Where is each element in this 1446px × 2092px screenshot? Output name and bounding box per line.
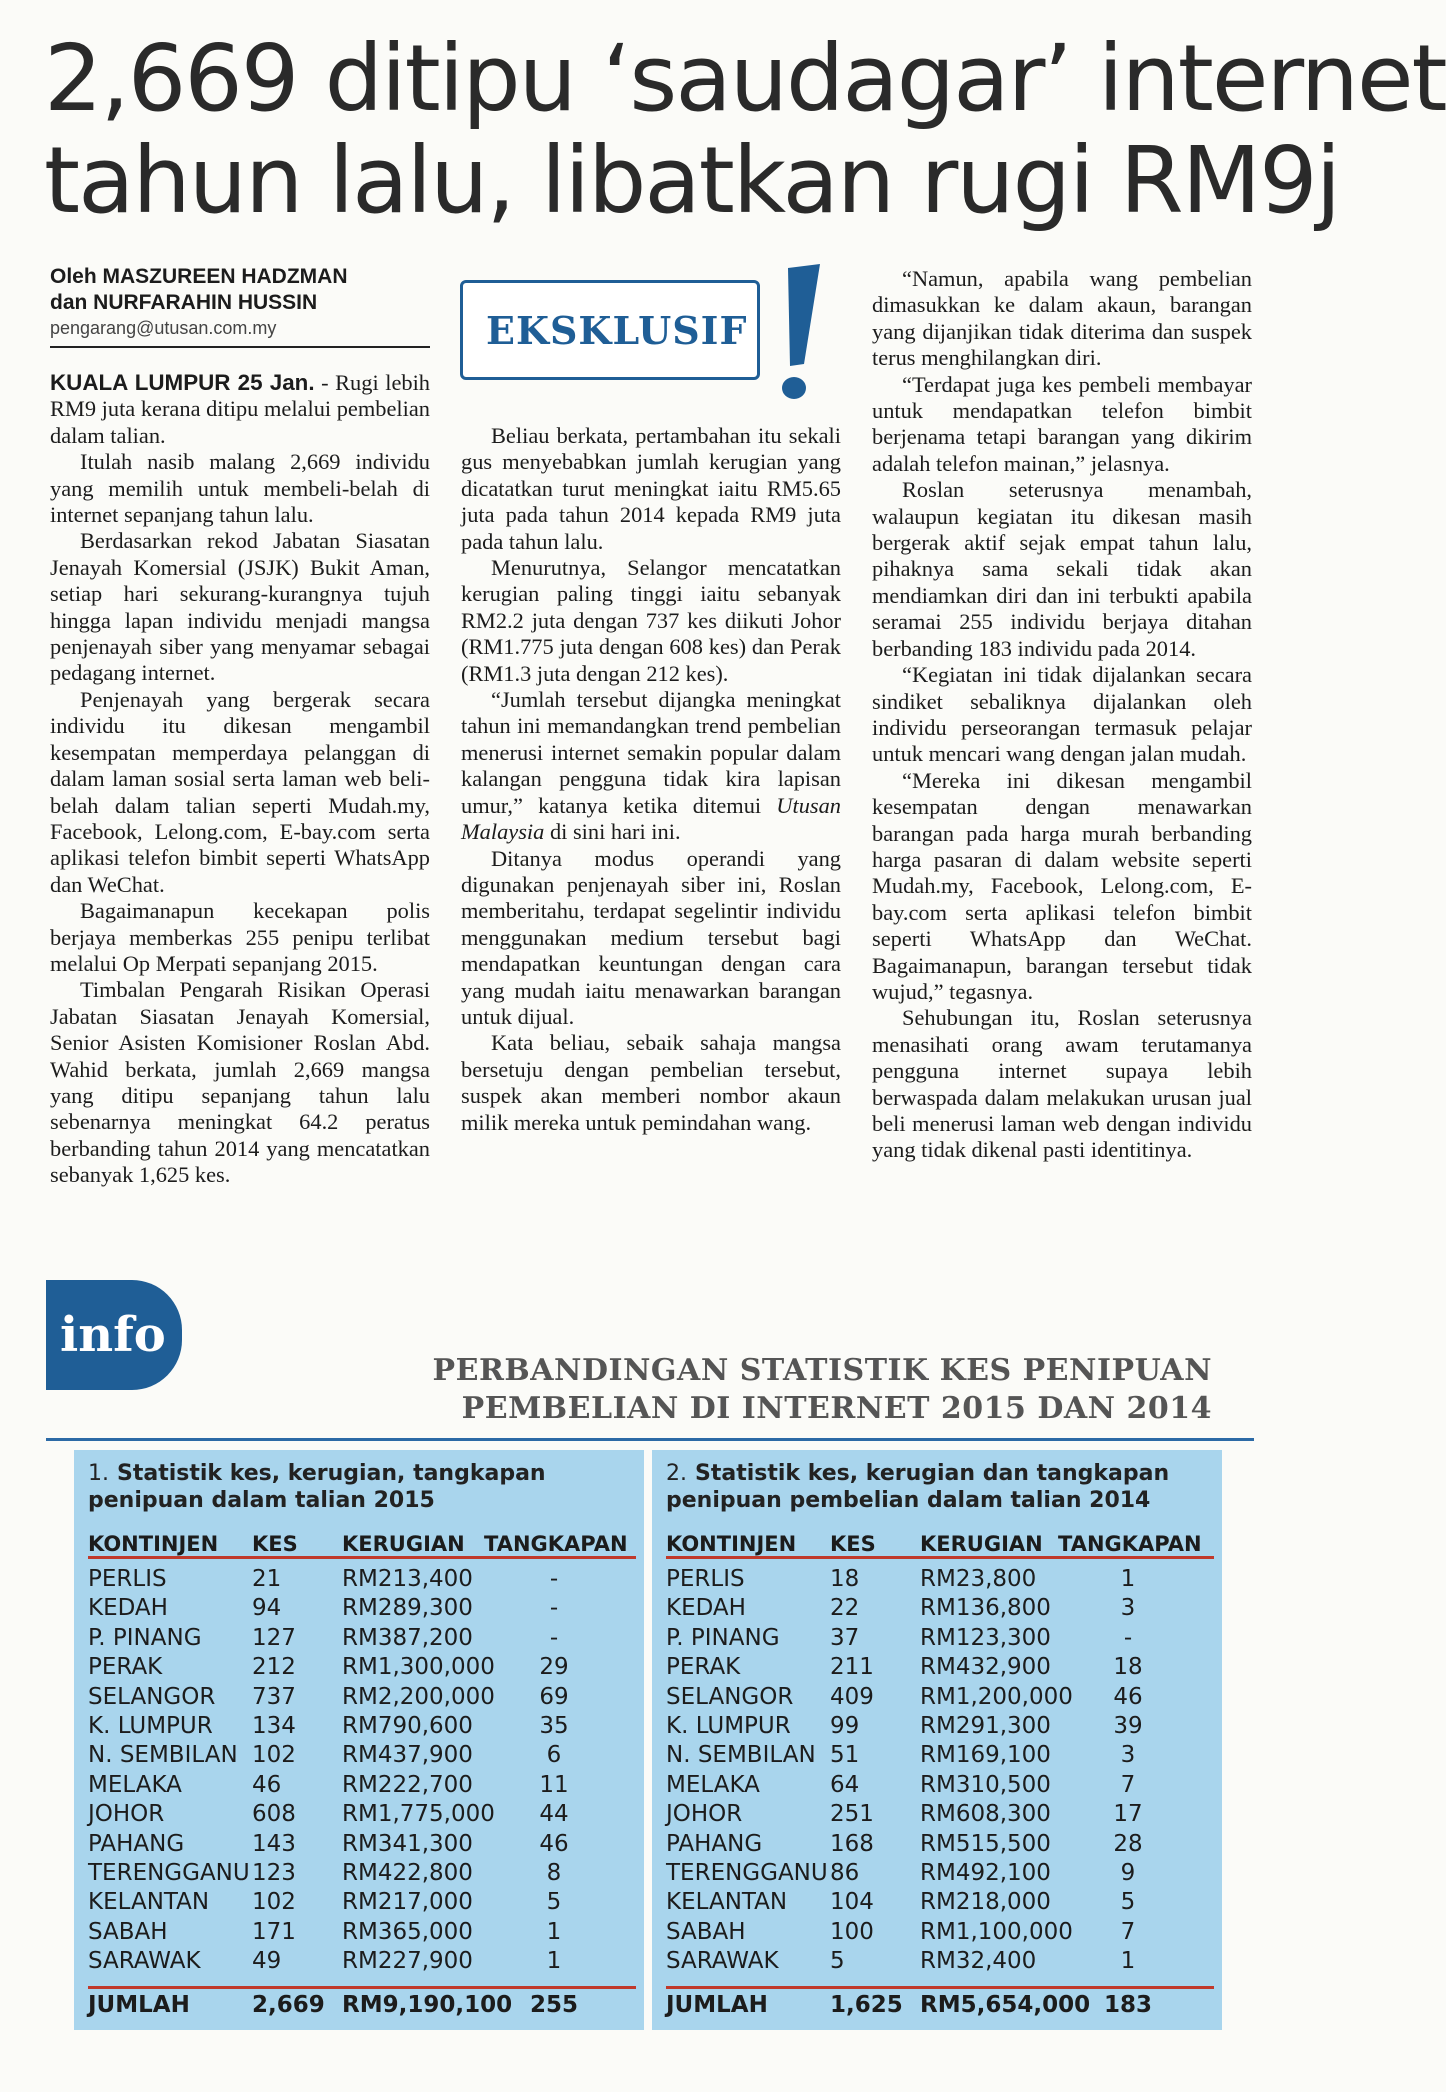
article-paragraph-7: Beliau berkata, pertambahan itu sekali gus menyebabkan jumlah kerugian yang dicatatkan turut meningkat iaitu RM5.65 juta pada tahun 2014 kepada RM9 juta pada tahun lalu. bbox=[461, 423, 841, 554]
cell-kes: 102 bbox=[252, 1889, 296, 1916]
cell-kes: 171 bbox=[252, 1918, 296, 1945]
exclusive-badge-label: EKSKLUSIF bbox=[486, 308, 748, 353]
cell-kerugian: RM32,400 bbox=[920, 1948, 1037, 1975]
cell-tangkapan: 3 bbox=[1120, 1595, 1136, 1622]
info-title-line-1: PERBANDINGAN STATISTIK KES PENIPUAN bbox=[432, 1353, 1212, 1388]
cell-tangkapan: 29 bbox=[539, 1654, 569, 1681]
cell-kontinjen: PERLIS bbox=[88, 1566, 167, 1592]
article-paragraph-9-text-b: di sini hari ini. bbox=[544, 819, 681, 845]
stats-table-2015 bbox=[74, 1450, 644, 2030]
table-row bbox=[666, 1741, 1214, 1770]
cell-kontinjen: SELANGOR bbox=[666, 1683, 794, 1710]
cell-kes: 46 bbox=[252, 1771, 282, 1798]
headline-line-1: 2,669 ditipu ‘saudagar’ internet bbox=[44, 25, 1446, 132]
cell-kerugian: RM422,800 bbox=[342, 1860, 473, 1886]
cell-kerugian: RM1,200,000 bbox=[920, 1683, 1073, 1710]
cell-tangkapan: 7 bbox=[1120, 1771, 1136, 1798]
cell-tangkapan: 5 bbox=[546, 1889, 562, 1916]
article-paragraph-9-text-a: “Jumlah tersebut dijangka meningkat tahun ini memandangkan trend pembelian menerusi internet semakin popular dalam kalangan pengguna tidak kira lapisan umur,” katanya ketika ditemui bbox=[461, 687, 841, 818]
cell-kontinjen: SARAWAK bbox=[88, 1948, 201, 1975]
cell-tangkapan: 17 bbox=[1113, 1801, 1143, 1828]
cell-kes: 102 bbox=[252, 1742, 296, 1769]
cell-kes: 608 bbox=[252, 1801, 296, 1828]
article-column-2 bbox=[461, 423, 841, 1136]
cell-kerugian: RM222,700 bbox=[342, 1771, 473, 1798]
cell-tangkapan: - bbox=[549, 1595, 559, 1622]
cell-kerugian: RM515,500 bbox=[920, 1830, 1051, 1857]
article-paragraph-17: Sehubungan itu, Roslan seterusnya menasihati orang awam terutamanya pengguna internet supaya lebih berwaspada dalam melakukan urusan jual beli menerusi laman web dengan individu yang tidak dikenal pasti identitinya. bbox=[872, 1005, 1252, 1163]
cell-kontinjen: TERENGGANU bbox=[88, 1860, 250, 1886]
cell-tangkapan: 5 bbox=[1120, 1889, 1136, 1916]
article-paragraph-11: Kata beliau, sebaik sahaja mangsa bersetuju dengan pembelian tersebut, suspek akan memberi nombor akaun milik mereka untuk pemindahan wang. bbox=[461, 1030, 841, 1135]
cell-kerugian: RM169,100 bbox=[920, 1742, 1051, 1769]
cell-kerugian: RM218,000 bbox=[920, 1889, 1051, 1916]
cell-kes: 127 bbox=[252, 1624, 296, 1651]
cell-tangkapan: 6 bbox=[546, 1742, 562, 1769]
cell-kes: 21 bbox=[252, 1566, 282, 1592]
table-row bbox=[666, 1888, 1214, 1917]
cell-kontinjen: SELANGOR bbox=[88, 1683, 216, 1710]
table-row bbox=[666, 1653, 1214, 1682]
cell-kes: 134 bbox=[252, 1713, 296, 1739]
cell-kontinjen: MELAKA bbox=[88, 1771, 182, 1798]
cell-kontinjen: KELANTAN bbox=[666, 1889, 788, 1916]
cell-kes: 64 bbox=[830, 1771, 860, 1798]
table-number: 1. bbox=[88, 1461, 109, 1486]
exclusive-badge bbox=[458, 260, 838, 410]
cell-kes: 94 bbox=[252, 1595, 282, 1622]
cell-kerugian: RM1,300,000 bbox=[342, 1654, 495, 1681]
article-column-3 bbox=[872, 266, 1252, 1164]
table-row bbox=[88, 1594, 636, 1623]
cell-kontinjen: PAHANG bbox=[666, 1830, 763, 1857]
cell-kontinjen: K. LUMPUR bbox=[666, 1713, 791, 1739]
table-number: 2. bbox=[666, 1461, 687, 1486]
cell-tangkapan: 46 bbox=[539, 1830, 569, 1857]
cell-tangkapan: TANGKAPAN bbox=[484, 1532, 628, 1556]
article-column-1 bbox=[50, 370, 430, 1189]
stats-table-2014 bbox=[652, 1450, 1222, 2030]
cell-tangkapan: 35 bbox=[539, 1713, 569, 1739]
cell-kontinjen: MELAKA bbox=[666, 1771, 760, 1798]
table-title bbox=[666, 1460, 1216, 1514]
cell-kontinjen: K. LUMPUR bbox=[88, 1713, 213, 1739]
table-row bbox=[666, 1565, 1214, 1594]
table-row bbox=[88, 1683, 636, 1712]
article-paragraph-12: “Namun, apabila wang pembelian dimasukkan ke dalam akaun, barangan yang dijanjikan tidak diterima dan suspek terus menghilangkan diri. bbox=[872, 266, 1252, 371]
table-row bbox=[88, 1624, 636, 1653]
byline-email[interactable]: pengarang@utusan.com.my bbox=[50, 318, 277, 338]
headline-line-2: tahun lalu, libatkan rugi RM9j bbox=[44, 127, 1340, 234]
article-paragraph-6: Timbalan Pengarah Risikan Operasi Jabatan Siasatan Jenayah Komersial, Senior Asisten Komisioner Roslan Abd. Wahid berkata, jumlah 2,669 mangsa yang ditipu sepanjang tahun lalu sebenarnya meningkat 64.2 peratus berbanding tahun 2014 yang mencatatkan sebanyak 1,625 kes. bbox=[50, 977, 430, 1188]
cell-kes: KES bbox=[830, 1532, 876, 1556]
cell-kes: 104 bbox=[830, 1889, 874, 1916]
cell-tangkapan: - bbox=[549, 1566, 559, 1592]
cell-tangkapan: 28 bbox=[1113, 1830, 1143, 1857]
cell-kes: 1,625 bbox=[830, 1992, 903, 2018]
article-paragraph-1-text: - Rugi lebih RM9 juta kerana ditipu melalui pembelian dalam talian. bbox=[50, 370, 430, 448]
cell-tangkapan: 183 bbox=[1103, 1992, 1152, 2018]
cell-kontinjen: KONTINJEN bbox=[88, 1532, 219, 1556]
cell-kerugian: RM437,900 bbox=[342, 1742, 473, 1769]
cell-kes: 2,669 bbox=[252, 1992, 325, 2018]
cell-tangkapan: - bbox=[1123, 1624, 1133, 1651]
info-title-line-2: PEMBELIAN DI INTERNET 2015 DAN 2014 bbox=[461, 1391, 1212, 1426]
article-paragraph-15: “Kegiatan ini tidak dijalankan secara sindiket sebaliknya dijalankan oleh individu perseorangan termasuk pelajar untuk mencari wang dengan jalan mudah. bbox=[872, 662, 1252, 767]
table-total-row bbox=[88, 1986, 636, 2018]
table-row bbox=[666, 1712, 1214, 1741]
cell-kerugian: RM213,400 bbox=[342, 1566, 473, 1592]
article-paragraph-1 bbox=[50, 370, 430, 449]
cell-kes: 168 bbox=[830, 1830, 874, 1857]
article-paragraph-2: Itulah nasib malang 2,669 individu yang memilih untuk membeli-belah di internet sepanjang tahun lalu. bbox=[50, 449, 430, 528]
table-total-row bbox=[666, 1986, 1214, 2018]
cell-tangkapan: 46 bbox=[1113, 1683, 1143, 1710]
cell-kes: KES bbox=[252, 1532, 298, 1556]
exclamation-icon bbox=[758, 260, 838, 410]
table-row bbox=[666, 1683, 1214, 1712]
table-title-text: Statistik kes, kerugian dan tangkapan penipuan pembelian dalam talian 2014 bbox=[666, 1461, 1170, 1513]
cell-tangkapan: - bbox=[549, 1624, 559, 1651]
cell-tangkapan: 1 bbox=[546, 1918, 562, 1945]
table-row bbox=[666, 1594, 1214, 1623]
table-row bbox=[666, 1830, 1214, 1859]
cell-kerugian: RM23,800 bbox=[920, 1566, 1037, 1592]
cell-kerugian: RM217,000 bbox=[342, 1889, 473, 1916]
table-row bbox=[666, 1624, 1214, 1653]
cell-tangkapan: 39 bbox=[1113, 1713, 1143, 1739]
table-row bbox=[88, 1653, 636, 1682]
cell-tangkapan: 44 bbox=[539, 1801, 569, 1828]
cell-kontinjen: PAHANG bbox=[88, 1830, 185, 1857]
cell-kerugian: RM289,300 bbox=[342, 1595, 473, 1622]
cell-kes: 212 bbox=[252, 1654, 296, 1681]
cell-kes: 409 bbox=[830, 1683, 874, 1710]
cell-kontinjen: TERENGGANU bbox=[666, 1860, 828, 1886]
cell-kerugian: RM608,300 bbox=[920, 1801, 1051, 1828]
cell-kes: 123 bbox=[252, 1860, 296, 1886]
cell-kerugian: RM5,654,000 bbox=[920, 1992, 1091, 2018]
cell-tangkapan: 7 bbox=[1120, 1918, 1136, 1945]
table-title-text: Statistik kes, kerugian, tangkapan penipuan dalam talian 2015 bbox=[88, 1461, 546, 1513]
cell-kes: 37 bbox=[830, 1624, 860, 1651]
cell-kes: 143 bbox=[252, 1830, 296, 1857]
cell-kontinjen: KELANTAN bbox=[88, 1889, 210, 1916]
cell-kontinjen: N. SEMBILAN bbox=[666, 1742, 816, 1769]
cell-kes: 51 bbox=[830, 1742, 860, 1769]
cell-tangkapan: 255 bbox=[529, 1992, 578, 2018]
cell-kes: 22 bbox=[830, 1595, 860, 1622]
article-paragraph-4: Penjenayah yang bergerak secara individu itu dikesan mengambil kesempatan memperdaya pelanggan di dalam laman sosial serta laman web beli-belah dalam talian seperti Mudah.my, Facebook, Lelong.com, E-bay.com serta aplikasi telefon bimbit seperti WhatsApp dan WeChat. bbox=[50, 686, 430, 897]
cell-kerugian: KERUGIAN bbox=[342, 1532, 465, 1556]
article-paragraph-3: Berdasarkan rekod Jabatan Siasatan Jenayah Komersial (JSJK) Bukit Aman, setiap hari sekurang-kurangnya tujuh hingga lapan individu menjadi mangsa penjenayah siber yang menyamar sebagai pedagang internet. bbox=[50, 528, 430, 686]
byline bbox=[50, 264, 430, 348]
cell-kerugian: RM227,900 bbox=[342, 1948, 473, 1975]
article-paragraph-9 bbox=[461, 687, 841, 845]
cell-tangkapan: 11 bbox=[539, 1771, 569, 1798]
table-row bbox=[88, 1830, 636, 1859]
cell-kes: 211 bbox=[830, 1654, 874, 1681]
article-paragraph-13: “Terdapat juga kes pembeli membayar untuk mendapatkan telefon bimbit berjenama tetapi barangan yang dikirim adalah telefon mainan,” jelasnya. bbox=[872, 371, 1252, 476]
table-row bbox=[88, 1712, 636, 1741]
table-row bbox=[88, 1888, 636, 1917]
cell-kerugian: RM291,300 bbox=[920, 1713, 1051, 1739]
byline-author-1: Oleh MASZUREEN HADZMAN bbox=[50, 265, 348, 288]
info-badge: info bbox=[46, 1280, 182, 1390]
cell-kontinjen: PERAK bbox=[666, 1654, 741, 1681]
cell-kerugian: RM492,100 bbox=[920, 1860, 1051, 1886]
cell-kes: 86 bbox=[830, 1860, 860, 1886]
table-row bbox=[88, 1947, 636, 1976]
cell-kerugian: RM123,300 bbox=[920, 1624, 1051, 1651]
cell-tangkapan: TANGKAPAN bbox=[1058, 1532, 1202, 1556]
cell-kontinjen: SABAH bbox=[666, 1918, 746, 1945]
table-row bbox=[666, 1771, 1214, 1800]
article-paragraph-14: Roslan seterusnya menambah, walaupun kegiatan itu dikesan masih bergerak aktif sejak empat tahun lalu, pihaknya sama sekali tidak akan mendiamkan diri dan ini terbukti apabila seramai 255 individu berjaya ditahan berbanding 183 individu pada 2014. bbox=[872, 477, 1252, 661]
table-row bbox=[88, 1800, 636, 1829]
table-header bbox=[88, 1530, 636, 1559]
article-paragraph-10: Ditanya modus operandi yang digunakan penjenayah siber ini, Roslan memberitahu, terdapat segelintir individu menggunakan medium tersebut bagi mendapatkan keuntungan dengan cara yang mudah iaitu menawarkan barangan untuk dijual. bbox=[461, 845, 841, 1029]
cell-kerugian: KERUGIAN bbox=[920, 1532, 1043, 1556]
dateline: KUALA LUMPUR 25 Jan. bbox=[50, 370, 315, 395]
cell-kerugian: RM9,190,100 bbox=[342, 1992, 513, 2018]
cell-kontinjen: JUMLAH bbox=[88, 1992, 190, 2018]
article-paragraph-5: Bagaimanapun kecekapan polis berjaya memberkas 255 penipu terlibat melalui Op Merpati sepanjang 2015. bbox=[50, 898, 430, 976]
cell-kontinjen: JUMLAH bbox=[666, 1992, 768, 2018]
cell-kerugian: RM1,775,000 bbox=[342, 1801, 495, 1828]
table-row bbox=[666, 1947, 1214, 1976]
table-row bbox=[666, 1918, 1214, 1947]
info-rule bbox=[46, 1438, 1254, 1441]
cell-tangkapan: 3 bbox=[1120, 1742, 1136, 1769]
cell-tangkapan: 1 bbox=[546, 1948, 562, 1975]
cell-tangkapan: 18 bbox=[1113, 1654, 1143, 1681]
cell-kes: 18 bbox=[830, 1566, 860, 1592]
cell-kes: 251 bbox=[830, 1801, 874, 1828]
table-title bbox=[88, 1460, 638, 1514]
cell-kontinjen: PERLIS bbox=[666, 1566, 745, 1592]
cell-kes: 100 bbox=[830, 1918, 874, 1945]
table-row bbox=[88, 1741, 636, 1770]
table-row bbox=[88, 1565, 636, 1594]
cell-tangkapan: 8 bbox=[546, 1860, 562, 1886]
cell-kontinjen: JOHOR bbox=[666, 1801, 743, 1828]
cell-kontinjen: KEDAH bbox=[88, 1595, 168, 1622]
cell-kerugian: RM341,300 bbox=[342, 1830, 473, 1857]
cell-kerugian: RM387,200 bbox=[342, 1624, 473, 1651]
cell-kontinjen: SABAH bbox=[88, 1918, 168, 1945]
headline bbox=[44, 25, 1446, 234]
cell-kes: 5 bbox=[830, 1948, 845, 1975]
cell-tangkapan: 69 bbox=[539, 1683, 569, 1710]
cell-kontinjen: N. SEMBILAN bbox=[88, 1742, 238, 1769]
cell-kes: 49 bbox=[252, 1948, 282, 1975]
cell-kerugian: RM365,000 bbox=[342, 1918, 473, 1945]
cell-kerugian: RM432,900 bbox=[920, 1654, 1051, 1681]
cell-kontinjen: P. PINANG bbox=[666, 1624, 780, 1651]
cell-tangkapan: 9 bbox=[1120, 1860, 1136, 1886]
table-row bbox=[666, 1859, 1214, 1888]
cell-kontinjen: JOHOR bbox=[88, 1801, 165, 1828]
cell-kes: 99 bbox=[830, 1713, 860, 1739]
cell-kontinjen: SARAWAK bbox=[666, 1948, 779, 1975]
cell-tangkapan: 1 bbox=[1120, 1566, 1136, 1592]
article-paragraph-16: “Mereka ini dikesan mengambil kesempatan dengan menawarkan barangan pada harga murah berbanding harga pasaran di dalam website seperti Mudah.my, Facebook, Lelong.com, E-bay.com serta aplikasi telefon bimbit seperti WhatsApp dan WeChat. Bagaimanapun, barangan tersebut tidak wujud,” tegasnya. bbox=[872, 767, 1252, 1004]
info-title bbox=[400, 1352, 1212, 1428]
byline-rule bbox=[50, 346, 430, 348]
cell-kerugian: RM1,100,000 bbox=[920, 1918, 1073, 1945]
table-row bbox=[666, 1800, 1214, 1829]
publication-name: Utusan Malaysia bbox=[461, 792, 841, 845]
cell-kontinjen: P. PINANG bbox=[88, 1624, 202, 1651]
table-row bbox=[88, 1859, 636, 1888]
cell-kerugian: RM310,500 bbox=[920, 1771, 1051, 1798]
byline-author-2: dan NURFARAHIN HUSSIN bbox=[50, 291, 318, 314]
cell-kerugian: RM2,200,000 bbox=[342, 1683, 495, 1710]
cell-kontinjen: KONTINJEN bbox=[666, 1532, 797, 1556]
cell-kontinjen: KEDAH bbox=[666, 1595, 746, 1622]
cell-kontinjen: PERAK bbox=[88, 1654, 163, 1681]
table-row bbox=[88, 1771, 636, 1800]
cell-kerugian: RM790,600 bbox=[342, 1713, 473, 1739]
cell-kes: 737 bbox=[252, 1683, 296, 1710]
cell-tangkapan: 1 bbox=[1120, 1948, 1136, 1975]
cell-kerugian: RM136,800 bbox=[920, 1595, 1051, 1622]
table-row bbox=[88, 1918, 636, 1947]
table-header bbox=[666, 1530, 1214, 1559]
article-paragraph-8: Menurutnya, Selangor mencatatkan kerugian paling tinggi iaitu sebanyak RM2.2 juta dengan 737 kes diikuti Johor (RM1.775 juta dengan 608 kes) dan Perak (RM1.3 juta dengan 212 kes). bbox=[461, 555, 841, 686]
